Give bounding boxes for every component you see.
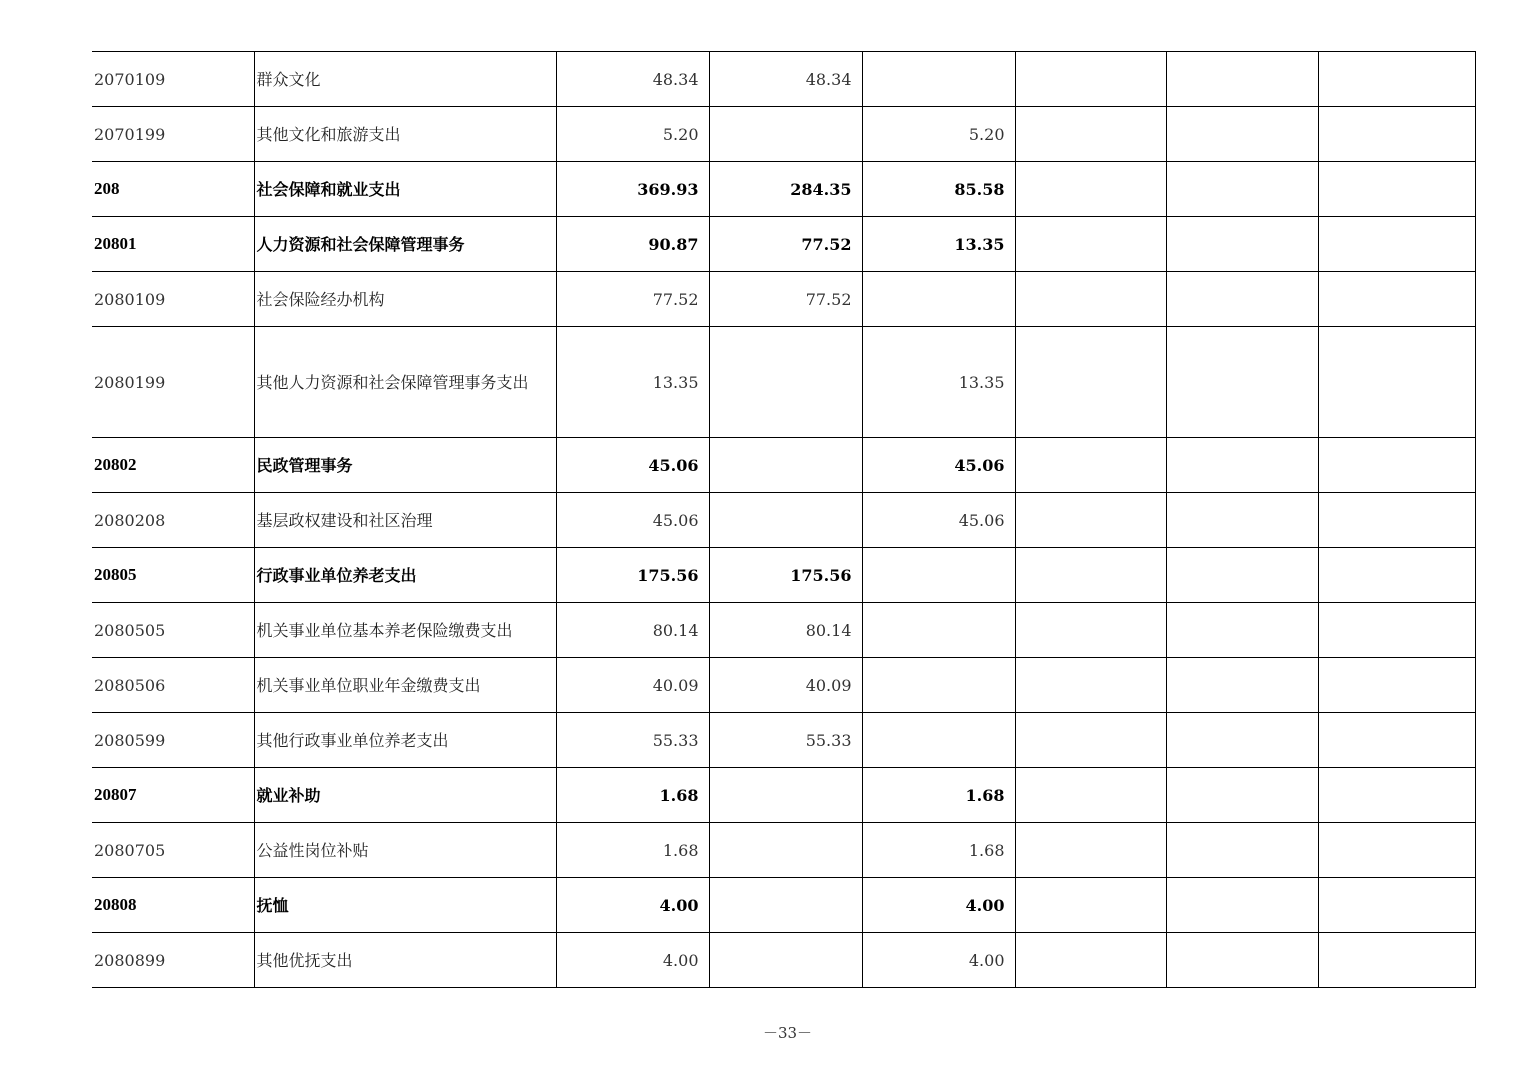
subject-name-cell: 其他人力资源和社会保障管理事务支出 (254, 327, 556, 438)
amount-cell-c1: 77.52 (556, 272, 709, 327)
subject-name-cell: 抚恤 (254, 878, 556, 933)
amount-cell-c5 (1166, 933, 1318, 988)
amount-cell-c2 (709, 768, 862, 823)
subject-name-cell: 机关事业单位基本养老保险缴费支出 (254, 603, 556, 658)
table-row (92, 658, 1475, 713)
subject-code-cell: 20807 (92, 768, 254, 823)
amount-cell-c3: 4.00 (862, 933, 1015, 988)
amount-cell-c1: 48.34 (556, 52, 709, 107)
amount-cell-c3 (862, 603, 1015, 658)
table-row (92, 272, 1475, 327)
amount-cell-c6 (1318, 933, 1475, 988)
amount-cell-c3: 5.20 (862, 107, 1015, 162)
amount-cell-c2 (709, 823, 862, 878)
amount-cell-c2 (709, 878, 862, 933)
amount-cell-c2 (709, 438, 862, 493)
amount-cell-c2: 48.34 (709, 52, 862, 107)
subject-code-cell: 2080705 (92, 823, 254, 878)
page-number: －33－ (762, 1024, 813, 1042)
subject-name-cell: 群众文化 (254, 52, 556, 107)
subject-code-cell: 2080109 (92, 272, 254, 327)
table-row (92, 933, 1475, 988)
amount-cell-c1: 55.33 (556, 713, 709, 768)
subject-code-cell: 2080599 (92, 713, 254, 768)
amount-cell-c3: 13.35 (862, 217, 1015, 272)
subject-code-cell: 2080899 (92, 933, 254, 988)
amount-cell-c4 (1015, 548, 1166, 603)
amount-cell-c4 (1015, 217, 1166, 272)
amount-cell-c5 (1166, 493, 1318, 548)
amount-cell-c6 (1318, 438, 1475, 493)
amount-cell-c5 (1166, 548, 1318, 603)
amount-cell-c1: 4.00 (556, 933, 709, 988)
subject-code-cell: 2080208 (92, 493, 254, 548)
subject-name-cell: 基层政权建设和社区治理 (254, 493, 556, 548)
amount-cell-c3: 45.06 (862, 493, 1015, 548)
subject-code-cell: 2070109 (92, 52, 254, 107)
amount-cell-c3 (862, 272, 1015, 327)
subject-name-cell: 人力资源和社会保障管理事务 (254, 217, 556, 272)
amount-cell-c4 (1015, 162, 1166, 217)
amount-cell-c6 (1318, 217, 1475, 272)
amount-cell-c3 (862, 548, 1015, 603)
amount-cell-c4 (1015, 438, 1166, 493)
subject-code-cell: 2080505 (92, 603, 254, 658)
table-row (92, 768, 1475, 823)
amount-cell-c6 (1318, 713, 1475, 768)
subject-code-cell: 208 (92, 162, 254, 217)
amount-cell-c1: 1.68 (556, 823, 709, 878)
amount-cell-c6 (1318, 768, 1475, 823)
subject-name-cell: 社会保障和就业支出 (254, 162, 556, 217)
amount-cell-c5 (1166, 217, 1318, 272)
subject-code-cell: 2070199 (92, 107, 254, 162)
amount-cell-c1: 45.06 (556, 493, 709, 548)
amount-cell-c2: 175.56 (709, 548, 862, 603)
table-row (92, 438, 1475, 493)
subject-name-cell: 其他行政事业单位养老支出 (254, 713, 556, 768)
amount-cell-c5 (1166, 438, 1318, 493)
amount-cell-c5 (1166, 878, 1318, 933)
table-row (92, 823, 1475, 878)
amount-cell-c2: 55.33 (709, 713, 862, 768)
amount-cell-c1: 175.56 (556, 548, 709, 603)
table-row (92, 107, 1475, 162)
amount-cell-c2 (709, 107, 862, 162)
amount-cell-c4 (1015, 603, 1166, 658)
amount-cell-c3: 13.35 (862, 327, 1015, 438)
amount-cell-c3 (862, 52, 1015, 107)
amount-cell-c6 (1318, 272, 1475, 327)
subject-name-cell: 民政管理事务 (254, 438, 556, 493)
table-row (92, 548, 1475, 603)
amount-cell-c6 (1318, 548, 1475, 603)
amount-cell-c5 (1166, 52, 1318, 107)
amount-cell-c6 (1318, 52, 1475, 107)
amount-cell-c5 (1166, 713, 1318, 768)
amount-cell-c1: 80.14 (556, 603, 709, 658)
amount-cell-c3: 85.58 (862, 162, 1015, 217)
subject-name-cell: 其他文化和旅游支出 (254, 107, 556, 162)
amount-cell-c4 (1015, 493, 1166, 548)
amount-cell-c2 (709, 933, 862, 988)
table-row (92, 603, 1475, 658)
amount-cell-c1: 45.06 (556, 438, 709, 493)
table-row (92, 217, 1475, 272)
amount-cell-c2: 284.35 (709, 162, 862, 217)
table-row (92, 162, 1475, 217)
amount-cell-c5 (1166, 768, 1318, 823)
subject-name-cell: 公益性岗位补贴 (254, 823, 556, 878)
amount-cell-c4 (1015, 658, 1166, 713)
amount-cell-c6 (1318, 658, 1475, 713)
subject-code-cell: 20808 (92, 878, 254, 933)
amount-cell-c3: 1.68 (862, 768, 1015, 823)
amount-cell-c4 (1015, 52, 1166, 107)
amount-cell-c6 (1318, 162, 1475, 217)
table-body (92, 52, 1475, 988)
amount-cell-c6 (1318, 603, 1475, 658)
amount-cell-c1: 40.09 (556, 658, 709, 713)
amount-cell-c5 (1166, 107, 1318, 162)
amount-cell-c2: 40.09 (709, 658, 862, 713)
amount-cell-c4 (1015, 107, 1166, 162)
amount-cell-c6 (1318, 107, 1475, 162)
subject-name-cell: 机关事业单位职业年金缴费支出 (254, 658, 556, 713)
amount-cell-c2 (709, 327, 862, 438)
amount-cell-c4 (1015, 878, 1166, 933)
amount-cell-c6 (1318, 878, 1475, 933)
subject-name-cell: 其他优抚支出 (254, 933, 556, 988)
subject-name-cell: 社会保险经办机构 (254, 272, 556, 327)
amount-cell-c5 (1166, 658, 1318, 713)
amount-cell-c1: 13.35 (556, 327, 709, 438)
subject-code-cell: 20802 (92, 438, 254, 493)
amount-cell-c5 (1166, 162, 1318, 217)
amount-cell-c5 (1166, 327, 1318, 438)
table-row (92, 713, 1475, 768)
amount-cell-c4 (1015, 272, 1166, 327)
amount-cell-c5 (1166, 823, 1318, 878)
amount-cell-c1: 369.93 (556, 162, 709, 217)
amount-cell-c2: 80.14 (709, 603, 862, 658)
amount-cell-c5 (1166, 272, 1318, 327)
amount-cell-c3: 45.06 (862, 438, 1015, 493)
amount-cell-c1: 90.87 (556, 217, 709, 272)
amount-cell-c3: 4.00 (862, 878, 1015, 933)
amount-cell-c6 (1318, 493, 1475, 548)
amount-cell-c6 (1318, 823, 1475, 878)
amount-cell-c3 (862, 713, 1015, 768)
amount-cell-c2: 77.52 (709, 272, 862, 327)
subject-code-cell: 20805 (92, 548, 254, 603)
amount-cell-c2 (709, 493, 862, 548)
amount-cell-c1: 1.68 (556, 768, 709, 823)
amount-cell-c4 (1015, 823, 1166, 878)
amount-cell-c4 (1015, 768, 1166, 823)
subject-code-cell: 2080199 (92, 327, 254, 438)
budget-table (92, 51, 1476, 988)
amount-cell-c4 (1015, 933, 1166, 988)
amount-cell-c4 (1015, 713, 1166, 768)
table-row (92, 878, 1475, 933)
table-row (92, 52, 1475, 107)
amount-cell-c5 (1166, 603, 1318, 658)
amount-cell-c1: 5.20 (556, 107, 709, 162)
table-row (92, 327, 1475, 438)
amount-cell-c3 (862, 658, 1015, 713)
amount-cell-c3: 1.68 (862, 823, 1015, 878)
subject-name-cell: 行政事业单位养老支出 (254, 548, 556, 603)
amount-cell-c1: 4.00 (556, 878, 709, 933)
amount-cell-c2: 77.52 (709, 217, 862, 272)
amount-cell-c4 (1015, 327, 1166, 438)
table-row (92, 493, 1475, 548)
subject-code-cell: 2080506 (92, 658, 254, 713)
amount-cell-c6 (1318, 327, 1475, 438)
subject-code-cell: 20801 (92, 217, 254, 272)
subject-name-cell: 就业补助 (254, 768, 556, 823)
